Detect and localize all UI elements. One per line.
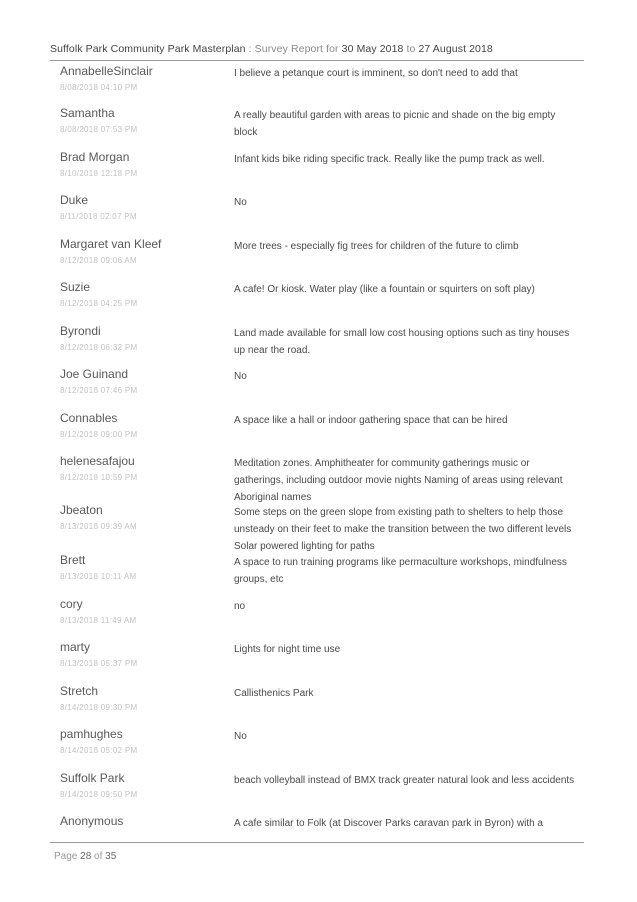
response-text: A really beautiful garden with areas to picnic and shade on the big empty block — [234, 110, 556, 138]
respondent-name: pamhughes — [60, 727, 123, 741]
respondent-name: Duke — [60, 193, 89, 207]
total-pages: 35 — [105, 851, 117, 862]
response-timestamp: 8/14/2018 09:50 PM — [60, 790, 138, 799]
response-timestamp: 8/11/2018 02:07 PM — [60, 212, 137, 221]
respondent-name: Suffolk Park — [60, 771, 125, 785]
response-text: A cafe! Or kiosk. Water play (like a fountain or squirters on soft play) — [234, 284, 535, 295]
response-text: A space to run training programs like permaculture workshops, mindfulness groups, etc — [234, 557, 567, 585]
response-text: Meditation zones. Amphitheater for community gatherings music or gatherings, including outdoor movie nights Naming of areas using relevant Aboriginal names — [234, 458, 563, 503]
response-timestamp: 8/14/2018 09:30 PM — [60, 703, 138, 712]
response-timestamp: 8/08/2018 07:53 PM — [60, 125, 138, 134]
response-text: Land made available for small low cost housing options such as tiny houses up near the road. — [234, 328, 570, 356]
response-text: Infant kids bike riding specific track. Really like the pump track as well. — [234, 154, 545, 165]
response-text: Lights for night time use — [234, 644, 341, 655]
report-date-connector: to — [403, 43, 419, 55]
respondent-name: Connables — [60, 411, 118, 425]
respondent-name: AnnabelleSinclair — [60, 64, 153, 78]
response-timestamp: 8/13/2018 10:11 AM — [60, 572, 137, 581]
respondent-name: Byrondi — [60, 324, 101, 338]
response-timestamp: 8/13/2018 09:39 AM — [60, 522, 138, 531]
respondent-name: cory — [60, 597, 83, 611]
response-text: No — [234, 197, 247, 208]
response-text: A space like a hall or indoor gathering space that can be hired — [234, 415, 508, 426]
response-timestamp: 8/12/2018 07:46 PM — [60, 386, 138, 395]
response-text: Callisthenics Park — [234, 688, 314, 699]
response-text: no — [234, 601, 246, 612]
footer-divider — [50, 842, 584, 843]
current-page: 28 — [80, 851, 92, 862]
response-timestamp: 8/12/2018 09:06 AM — [60, 256, 138, 265]
respondent-name: Samantha — [60, 106, 115, 120]
response-timestamp: 8/12/2018 06:32 PM — [60, 343, 138, 352]
response-text: A cafe similar to Folk (at Discover Parks caravan park in Byron) with a — [234, 818, 543, 829]
response-text: No — [234, 731, 247, 742]
response-timestamp: 8/14/2018 05:02 PM — [60, 746, 138, 755]
response-text: beach volleyball instead of BMX track greater natural look and less accidents — [234, 775, 575, 786]
respondent-name: Brett — [60, 553, 86, 567]
respondent-name: Suzie — [60, 280, 91, 294]
response-timestamp: 8/13/2018 05:37 PM — [60, 659, 138, 668]
page-number — [54, 851, 116, 862]
report-end-date: 27 August 2018 — [418, 43, 493, 55]
response-timestamp: 8/12/2018 09:00 PM — [60, 430, 138, 439]
respondent-name: Anonymous — [60, 814, 124, 828]
response-text: Some steps on the green slope from existing path to shelters to help those unsteady on their feet to make the transition between the two different levels Solar powered lighting for paths — [234, 507, 572, 552]
report-title: Suffolk Park Community Park Masterplan — [50, 43, 246, 55]
response-text: No — [234, 371, 247, 382]
respondent-name: helenesafajou — [60, 454, 135, 468]
respondent-name: marty — [60, 640, 90, 654]
respondent-name: Stretch — [60, 684, 99, 698]
respondent-name: Jbeaton — [60, 503, 103, 517]
respondent-name: Brad Morgan — [60, 150, 130, 164]
report-start-date: 30 May 2018 — [341, 43, 404, 55]
response-timestamp: 8/12/2018 04:25 PM — [60, 299, 138, 308]
response-text: More trees - especially fig trees for children of the future to climb — [234, 241, 519, 252]
report-title-separator: : Survey Report for — [245, 43, 342, 55]
response-timestamp: 8/12/2018 10:59 PM — [60, 473, 138, 482]
respondent-name: Margaret van Kleef — [60, 237, 162, 251]
response-text: I believe a petanque court is imminent, so don't need to add that — [234, 68, 518, 79]
page-label: Page — [54, 851, 81, 862]
response-timestamp: 8/08/2018 04:10 PM — [60, 83, 138, 92]
response-timestamp: 8/10/2018 12:18 PM — [60, 169, 138, 178]
respondent-name: Joe Guinand — [60, 367, 129, 381]
page-of-label: of — [91, 851, 106, 862]
response-timestamp: 8/13/2018 11:49 AM — [60, 616, 137, 625]
